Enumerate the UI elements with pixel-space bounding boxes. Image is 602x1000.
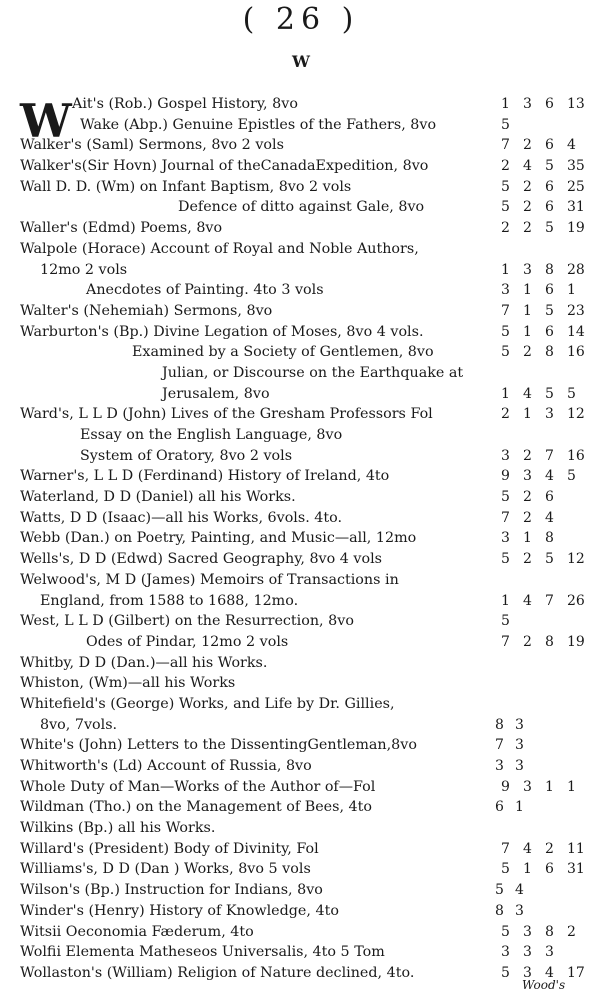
catalogue-entry	[0, 777, 602, 798]
entry-price	[493, 756, 602, 776]
price-figure: 8	[545, 633, 554, 650]
price-figure: 6	[545, 178, 554, 195]
entry-title: Whole Duty of Man—Works of the Author of—Fol	[20, 778, 376, 795]
catalogue-entry	[0, 384, 602, 405]
catalogue-entry	[0, 880, 602, 901]
entry-price	[493, 218, 602, 238]
entry-price	[493, 653, 602, 673]
entry-title: White's (John) Letters to the DissentingGentleman,8vo	[20, 737, 417, 754]
price-figure: 3	[523, 468, 532, 485]
price-figure: 1	[545, 778, 554, 795]
entry-price	[493, 839, 602, 859]
price-figure: 11	[567, 840, 585, 857]
entry-price	[493, 425, 602, 445]
price-figure: 13	[567, 96, 585, 112]
catalogue-entry	[0, 197, 602, 218]
catalogue-entry	[0, 549, 602, 570]
entry-title: Defence of ditto against Gale, 8vo	[178, 199, 425, 216]
price-figure: 5	[567, 385, 576, 402]
entry-price	[493, 508, 602, 528]
price-figure: 2	[523, 551, 532, 568]
price-figure: 5	[501, 116, 510, 133]
catalogue-entry	[0, 260, 602, 281]
entry-price	[493, 404, 602, 424]
price-figure: 3	[495, 758, 504, 774]
catalogue-entry	[0, 756, 602, 777]
price-figure: 5	[501, 323, 510, 340]
entry-title: Ait's (Rob.) Gospel History, 8vo	[72, 96, 298, 112]
price-figure: 16	[567, 447, 585, 464]
price-figure: 7	[495, 737, 504, 754]
price-figure: 1	[523, 323, 532, 340]
catalogue-entry	[0, 363, 602, 384]
price-figure: 4	[545, 468, 554, 485]
price-figure: 1	[501, 261, 510, 278]
entry-price	[493, 156, 602, 176]
price-figure: 4	[515, 882, 524, 899]
price-figure: 5	[545, 158, 554, 175]
price-figure: 3	[515, 737, 524, 754]
catalogue-entry	[0, 570, 602, 591]
price-figure: 3	[515, 758, 524, 774]
price-figure: 3	[501, 447, 510, 464]
entry-price	[493, 797, 602, 817]
price-figure: 23	[567, 302, 585, 319]
catalogue-entry	[0, 922, 602, 943]
catalogue-entry	[0, 797, 602, 818]
price-figure: 3	[523, 778, 532, 795]
price-figure: 4	[545, 509, 554, 526]
price-figure: 5	[495, 882, 504, 899]
price-figure: 4	[545, 964, 554, 981]
price-figure: 5	[501, 489, 510, 506]
price-figure: 1	[501, 96, 510, 112]
entry-title: Wall D. D. (Wm) on Infant Baptism, 8vo 2 vols	[20, 178, 352, 195]
catalogue-entry	[0, 859, 602, 880]
price-figure: 4	[567, 137, 576, 154]
catalogue-entry	[0, 218, 602, 239]
price-figure: 26	[567, 592, 585, 609]
entry-title: Whitefield's (George) Works, and Life by Dr. Gillies,	[20, 695, 395, 712]
catalogue-entry	[0, 487, 602, 508]
entry-title: Warburton's (Bp.) Divine Legation of Moses, 8vo 4 vols.	[20, 323, 424, 340]
price-figure: 2	[523, 633, 532, 650]
price-figure: 7	[501, 840, 510, 857]
entry-price	[493, 570, 602, 590]
catalogue-entry	[0, 963, 602, 984]
price-figure: 5	[567, 468, 576, 485]
catalogue-entry	[0, 404, 602, 425]
price-figure: 4	[523, 592, 532, 609]
price-figure: 3	[515, 716, 524, 733]
price-figure: 31	[567, 199, 585, 216]
price-figure: 3	[523, 96, 532, 112]
entry-title: Witsii Oeconomia Fæderum, 4to	[20, 923, 254, 940]
price-figure: 6	[545, 861, 554, 878]
catalogue-entry	[0, 632, 602, 653]
price-figure: 4	[523, 385, 532, 402]
entry-title: 12mo 2 vols	[40, 261, 128, 278]
price-figure: 12	[567, 406, 585, 423]
entry-title: Wilkins (Bp.) all his Works.	[20, 820, 216, 837]
price-figure: 6	[495, 799, 504, 816]
price-figure: 8	[545, 344, 554, 361]
entry-price	[493, 591, 602, 611]
price-figure: 3	[523, 261, 532, 278]
price-figure: 2	[523, 178, 532, 195]
page-number: ( 26 )	[242, 2, 360, 37]
catalogue-entry	[0, 342, 602, 363]
price-figure: 9	[501, 468, 510, 485]
entry-price	[493, 735, 602, 755]
price-figure: 2	[501, 158, 510, 175]
catalogue-entry	[0, 94, 602, 115]
price-figure: 5	[501, 199, 510, 216]
catalogue-entry	[0, 839, 602, 860]
catalogue-entry	[0, 942, 602, 963]
price-figure: 12	[567, 551, 585, 568]
entry-title: England, from 1588 to 1688, 12mo.	[40, 592, 299, 609]
drop-cap: W	[20, 94, 72, 148]
price-figure: 1	[515, 799, 524, 816]
price-figure: 3	[523, 923, 532, 940]
entry-title: Warner's, L L D (Ferdinand) History of Ireland, 4to	[20, 468, 390, 485]
price-figure: 5	[501, 923, 510, 940]
catalogue-entry	[0, 156, 602, 177]
entry-price	[493, 322, 602, 342]
price-figure: 6	[545, 199, 554, 216]
entry-price	[493, 446, 602, 466]
price-figure: 5	[501, 344, 510, 361]
price-figure: 5	[501, 178, 510, 195]
entry-price	[493, 115, 602, 135]
price-figure: 5	[545, 551, 554, 568]
entry-title: Walker's (Saml) Sermons, 8vo 2 vols	[20, 137, 284, 154]
price-figure: 9	[501, 778, 510, 795]
price-figure: 25	[567, 178, 585, 195]
catalogue-entry	[0, 673, 602, 694]
entry-price	[493, 487, 602, 507]
entry-price	[493, 466, 602, 486]
entry-title: Walker's(Sir Hovn) Journal of theCanadaExpedition, 8vo	[20, 158, 429, 175]
entry-title: Williams's, D D (Dan ) Works, 8vo 5 vols	[20, 861, 311, 878]
entry-title: Waller's (Edmd) Poems, 8vo	[20, 220, 223, 237]
entry-title: Watts, D D (Isaac)—all his Works, 6vols. 4to.	[20, 509, 343, 526]
entry-price	[493, 632, 602, 652]
entry-title: Waterland, D D (Daniel) all his Works.	[20, 489, 296, 506]
entry-title: Jerusalem, 8vo	[162, 385, 270, 402]
price-figure: 3	[545, 406, 554, 423]
price-figure: 3	[501, 944, 510, 961]
entry-title: 8vo, 7vols.	[40, 716, 118, 733]
catalogue-entry	[0, 591, 602, 612]
catalogue-entry	[0, 115, 602, 136]
entry-title: Willard's (President) Body of Divinity, Fol	[20, 840, 319, 857]
catalogue-entry	[0, 322, 602, 343]
price-figure: 1	[523, 406, 532, 423]
entry-title: Welwood's, M D (James) Memoirs of Transactions in	[20, 571, 399, 588]
price-figure: 7	[545, 447, 554, 464]
entry-price	[493, 859, 602, 879]
entry-price	[493, 94, 602, 114]
price-figure: 8	[545, 530, 554, 547]
price-figure: 2	[523, 199, 532, 216]
catalogue-entry	[0, 528, 602, 549]
entry-title: Wake (Abp.) Genuine Epistles of the Fathers, 8vo	[80, 116, 437, 133]
entry-price	[493, 611, 602, 631]
entry-price	[493, 301, 602, 321]
catalogue-entry	[0, 446, 602, 467]
price-figure: 2	[523, 344, 532, 361]
entry-price	[493, 880, 602, 900]
entry-title: Wolfii Elementa Matheseos Universalis, 4to 5 Tom	[20, 944, 385, 961]
price-figure: 8	[545, 261, 554, 278]
price-figure: 8	[545, 923, 554, 940]
entry-price	[493, 384, 602, 404]
price-figure: 5	[545, 220, 554, 237]
catchword: Wood's	[522, 978, 566, 992]
price-figure: 19	[567, 633, 585, 650]
price-figure: 3	[501, 530, 510, 547]
price-figure: 2	[501, 406, 510, 423]
catalogue-entry	[0, 508, 602, 529]
entry-title: Anecdotes of Painting. 4to 3 vols	[86, 282, 324, 299]
price-figure: 4	[523, 158, 532, 175]
catalogue-entry	[0, 818, 602, 839]
entry-title: West, L L D (Gilbert) on the Resurrection, 8vo	[20, 613, 354, 630]
entry-title: Whitworth's (Ld) Account of Russia, 8vo	[20, 758, 312, 774]
entry-price	[493, 922, 602, 942]
price-figure: 7	[501, 509, 510, 526]
price-figure: 2	[501, 220, 510, 237]
price-figure: 2	[545, 840, 554, 857]
section-letter: W	[292, 52, 310, 71]
price-figure: 6	[545, 137, 554, 154]
price-figure: 16	[567, 344, 585, 361]
price-figure: 7	[501, 302, 510, 319]
entry-title: Wilson's (Bp.) Instruction for Indians, 8vo	[20, 882, 323, 899]
entry-title: Webb (Dan.) on Poetry, Painting, and Music—all, 12mo	[20, 530, 417, 547]
entry-price	[493, 942, 602, 962]
price-figure: 3	[515, 902, 524, 919]
entry-price	[493, 694, 602, 714]
catalogue-entry	[0, 715, 602, 736]
entry-list	[0, 94, 602, 984]
entry-title: Walter's (Nehemiah) Sermons, 8vo	[20, 302, 273, 319]
price-figure: 3	[545, 944, 554, 961]
price-figure: 2	[523, 509, 532, 526]
catalogue-entry	[0, 611, 602, 632]
price-figure: 19	[567, 220, 585, 237]
price-figure: 5	[501, 613, 510, 630]
price-figure: 1	[523, 861, 532, 878]
price-figure: 1	[501, 592, 510, 609]
price-figure: 35	[567, 158, 585, 175]
price-figure: 1	[523, 302, 532, 319]
entry-title: System of Oratory, 8vo 2 vols	[80, 447, 293, 464]
entry-price	[493, 901, 602, 921]
price-figure: 1	[567, 778, 576, 795]
entry-price	[493, 135, 602, 155]
entry-title: Walpole (Horace) Account of Royal and Noble Authors,	[20, 240, 419, 257]
price-figure: 2	[567, 923, 576, 940]
catalogue-entry	[0, 653, 602, 674]
price-figure: 7	[501, 137, 510, 154]
entry-price	[493, 549, 602, 569]
catalogue-entry	[0, 901, 602, 922]
price-figure: 31	[567, 861, 585, 878]
entry-title: Winder's (Henry) History of Knowledge, 4to	[20, 902, 339, 919]
price-figure: 1	[501, 385, 510, 402]
entry-price	[493, 715, 602, 735]
price-figure: 6	[545, 489, 554, 506]
price-figure: 1	[523, 282, 532, 299]
entry-price	[493, 528, 602, 548]
price-figure: 6	[545, 96, 554, 112]
entry-price	[493, 197, 602, 217]
entry-title: Odes of Pindar, 12mo 2 vols	[86, 633, 289, 650]
entry-title: Wells's, D D (Edwd) Sacred Geography, 8vo 4 vols	[20, 551, 383, 568]
price-figure: 2	[523, 220, 532, 237]
price-figure: 4	[523, 840, 532, 857]
entry-price	[493, 673, 602, 693]
price-figure: 5	[545, 385, 554, 402]
catalogue-entry	[0, 177, 602, 198]
catalogue-entry	[0, 425, 602, 446]
entry-price	[493, 239, 602, 259]
price-figure: 3	[523, 964, 532, 981]
price-figure: 2	[523, 137, 532, 154]
catalogue-entry	[0, 239, 602, 260]
entry-title: Essay on the English Language, 8vo	[80, 427, 343, 443]
price-figure: 2	[523, 489, 532, 506]
entry-price	[493, 280, 602, 300]
entry-title: Wildman (Tho.) on the Management of Bees, 4to	[20, 799, 373, 816]
entry-title: Wollaston's (William) Religion of Nature declined, 4to.	[20, 964, 415, 981]
entry-title: Ward's, L L D (John) Lives of the Gresham Professors Fol	[20, 406, 433, 423]
entry-price	[493, 177, 602, 197]
price-figure: 1	[567, 282, 576, 299]
price-figure: 8	[495, 716, 504, 733]
catalogue-entry	[0, 301, 602, 322]
entry-price	[493, 818, 602, 838]
price-figure: 5	[501, 861, 510, 878]
price-figure: 7	[545, 592, 554, 609]
catalogue-entry	[0, 694, 602, 715]
entry-price	[493, 363, 602, 383]
catalogue-entry	[0, 466, 602, 487]
price-figure: 14	[567, 323, 585, 340]
price-figure: 7	[501, 633, 510, 650]
catalogue-entry	[0, 280, 602, 301]
price-figure: 17	[567, 964, 585, 981]
price-figure: 8	[495, 902, 504, 919]
price-figure: 3	[523, 944, 532, 961]
price-figure: 3	[501, 282, 510, 299]
price-figure: 1	[523, 530, 532, 547]
price-figure: 6	[545, 282, 554, 299]
entry-title: Whitby, D D (Dan.)—all his Works.	[20, 654, 268, 671]
price-figure: 5	[501, 551, 510, 568]
catalogue-entry	[0, 735, 602, 756]
entry-price	[493, 342, 602, 362]
entry-title: Julian, or Discourse on the Earthquake at	[162, 364, 464, 381]
entry-title: Examined by a Society of Gentlemen, 8vo	[132, 344, 434, 361]
price-figure: 6	[545, 323, 554, 340]
price-figure: 28	[567, 261, 585, 278]
entry-price	[493, 260, 602, 280]
price-figure: 5	[501, 964, 510, 981]
price-figure: 2	[523, 447, 532, 464]
entry-price	[493, 777, 602, 797]
catalogue-entry	[0, 135, 602, 156]
entry-title: Whiston, (Wm)—all his Works	[20, 675, 236, 692]
price-figure: 5	[545, 302, 554, 319]
